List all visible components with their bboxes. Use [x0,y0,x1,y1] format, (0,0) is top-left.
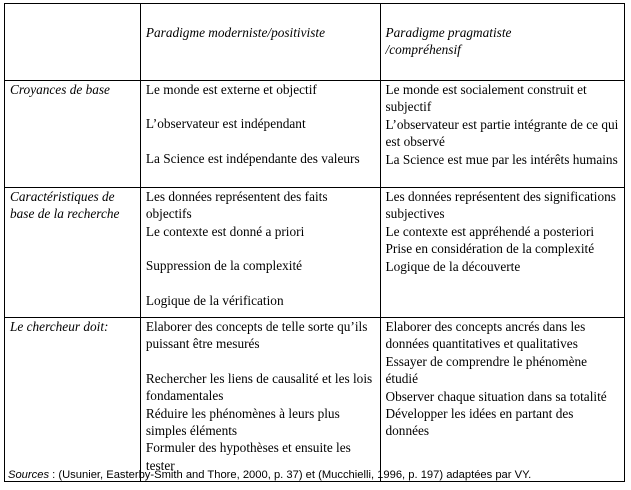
sources-caption [8,468,531,482]
pragmatist-cell [380,188,625,318]
sources-text: : (Usunier, Easterby-Smith and Thore, 2000, p. 37) et (Mucchielli, 1996, p. 197) adaptées par VY. [49,469,532,481]
positivist-cell [140,318,380,482]
header-positivist-text: Paradigme moderniste/positiviste [145,25,325,40]
header-row [5,4,625,81]
row-chercheur [5,318,625,482]
header-pragmatist [380,4,625,81]
cell-item: Les données représentent des significations subjectives [385,189,616,222]
cell-item: Logique de la vérification [145,292,284,308]
cell-item: Formuler des hypothèses et ensuite les tester [145,440,351,473]
header-pragmatist-line2: /compréhensif [385,42,461,58]
cell-item: Les données représentent des faits objectifs [145,189,328,222]
cell-item: Le monde est socialement construit et subjectif [385,82,587,115]
cell-item: Le contexte est appréhendé a posteriori [385,223,595,239]
pragmatist-cell [380,318,625,482]
row-label-text: Le chercheur doit: [10,319,109,334]
cell-item: Observer chaque situation dans sa totalité [385,388,607,404]
cell-item: Elaborer des concepts de telle sorte qu’ils puissant être mesurés [145,319,368,352]
cell-item: Développer les idées en partant des données [385,406,574,439]
paradigm-comparison-table [4,3,625,482]
row-croyances [5,81,625,188]
cell-item: Réduire les phénomènes à leurs plus simples éléments [145,405,340,439]
row-label-text: Caractéristiques de base de la recherche [10,189,120,222]
cell-item: L’observateur est indépendant [145,116,306,132]
cell-item: Prise en considération de la complexité [385,241,595,257]
cell-item: Elaborer des concepts ancrés dans les données quantitatives et qualitatives [385,319,586,352]
cell-item: Le monde est externe et objectif [145,82,317,97]
row-label [5,188,141,318]
row-caracteristiques [5,188,625,318]
header-pragmatist-line1: Paradigme pragmatiste [385,25,512,40]
positivist-cell [140,188,380,318]
cell-item: Logique de la découverte [385,258,521,274]
header-empty-cell [5,4,141,81]
cell-item: Le contexte est donné a priori [145,223,305,239]
row-label-text: Croyances de base [10,82,110,97]
cell-item: Suppression de la complexité [145,258,303,274]
row-label [5,81,141,188]
cell-item: La Science est mue par les intérêts humains [385,151,618,167]
cell-item: Rechercher les liens de causalité et les lois fondamentales [145,370,373,404]
header-positivist [140,4,380,81]
row-label [5,318,141,482]
sources-label: Sources [8,469,50,481]
positivist-cell [140,81,380,188]
pragmatist-cell [380,81,625,188]
cell-item: Essayer de comprendre le phénomène étudié [385,353,588,387]
cell-item: L’observateur est partie intégrante de ce qui est observé [385,116,619,150]
cell-item: La Science est indépendante des valeurs [145,150,360,166]
